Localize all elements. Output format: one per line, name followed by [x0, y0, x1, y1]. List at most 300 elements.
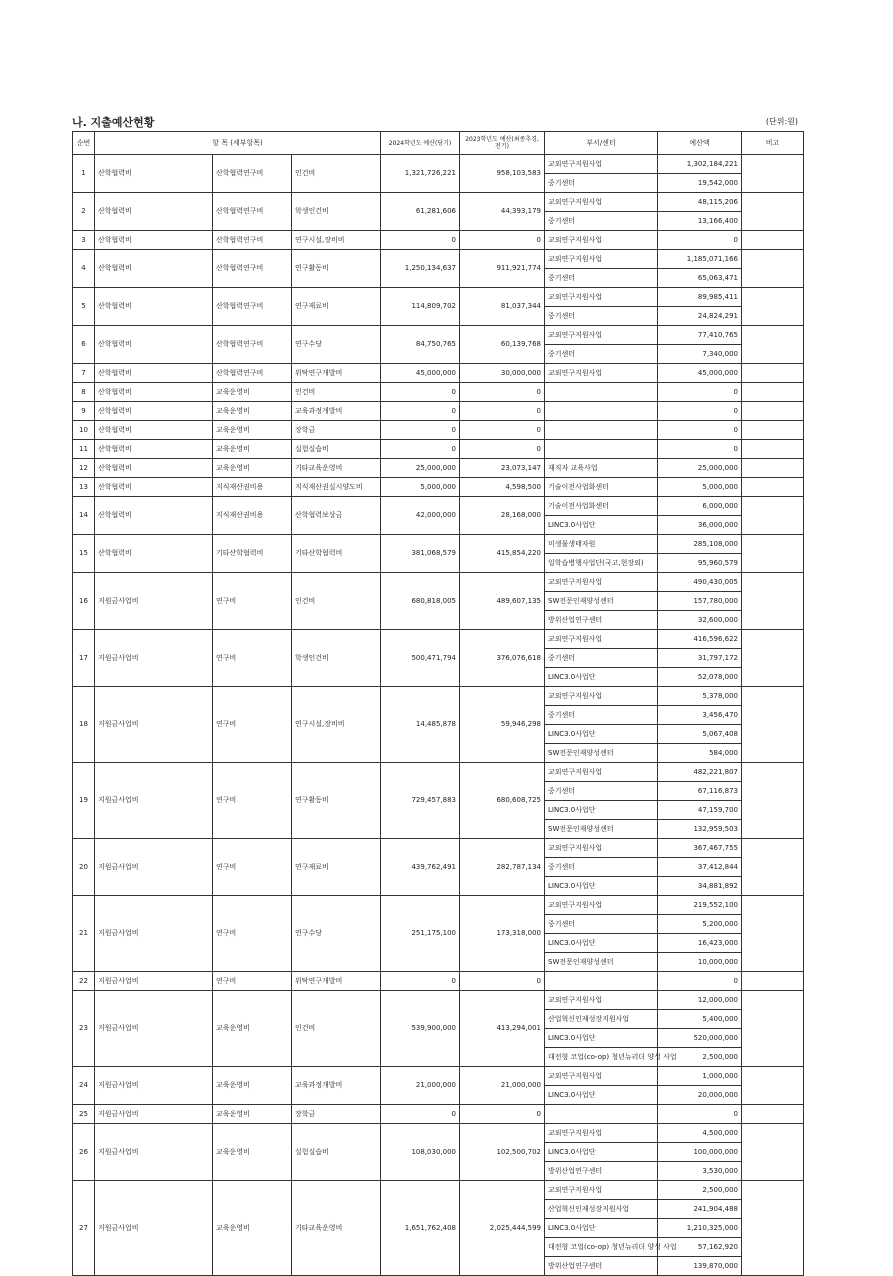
row-budget-2023: 59,946,298: [460, 687, 545, 763]
row-remarks: [742, 687, 804, 763]
row-category: 산학협력비: [95, 478, 213, 497]
row-category: 산학협력비: [95, 231, 213, 250]
row-remarks: [742, 459, 804, 478]
row-amount: 52,078,000: [658, 668, 742, 687]
row-category: 산학협력비: [95, 193, 213, 231]
row-detail-item: 연구수당: [292, 326, 381, 364]
row-seq: 12: [73, 459, 95, 478]
table-row: [73, 497, 804, 516]
row-category: 지원금사업비: [95, 763, 213, 839]
table-row: [73, 478, 804, 497]
row-department: LINC3.0사업단: [545, 668, 658, 687]
row-detail-item: 교육과정개발비: [292, 1067, 381, 1105]
row-amount: 0: [658, 402, 742, 421]
row-subcategory: 교육운영비: [213, 1181, 292, 1276]
row-detail-item: 연구수당: [292, 896, 381, 972]
row-budget-2023: 21,000,000: [460, 1067, 545, 1105]
row-budget-2024: 84,750,765: [381, 326, 460, 364]
table-row: [73, 1105, 804, 1124]
row-budget-2023: 911,921,774: [460, 250, 545, 288]
row-amount: 0: [658, 421, 742, 440]
row-department: 교외연구지원사업: [545, 1124, 658, 1143]
row-amount: 367,467,755: [658, 839, 742, 858]
row-department: 방위산업연구센터: [545, 1257, 658, 1276]
row-remarks: [742, 383, 804, 402]
row-department: LINC3.0사업단: [545, 801, 658, 820]
table-row: [73, 155, 804, 174]
row-department: 교외연구지원사업: [545, 991, 658, 1010]
table-row: [73, 402, 804, 421]
row-category: 지원금사업비: [95, 1067, 213, 1105]
row-department: 교외연구지원사업: [545, 687, 658, 706]
table-header-row: [73, 132, 804, 155]
row-seq: 18: [73, 687, 95, 763]
row-budget-2023: 23,073,147: [460, 459, 545, 478]
unit-label: (단위:원): [765, 117, 798, 126]
row-seq: 27: [73, 1181, 95, 1276]
row-budget-2023: 0: [460, 402, 545, 421]
row-department: [545, 1105, 658, 1124]
row-remarks: [742, 364, 804, 383]
row-detail-item: 인건비: [292, 991, 381, 1067]
row-detail-item: 지식재산권실시양도비: [292, 478, 381, 497]
row-department: [545, 402, 658, 421]
row-remarks: [742, 497, 804, 535]
row-amount: 36,000,000: [658, 516, 742, 535]
row-budget-2023: 0: [460, 440, 545, 459]
row-budget-2024: 0: [381, 231, 460, 250]
row-budget-2023: 0: [460, 231, 545, 250]
row-category: 산학협력비: [95, 364, 213, 383]
table-row: [73, 687, 804, 706]
table-row: [73, 459, 804, 478]
row-budget-2023: 282,787,134: [460, 839, 545, 896]
row-amount: 0: [658, 231, 742, 250]
row-subcategory: 산학협력연구비: [213, 326, 292, 364]
row-budget-2024: 45,000,000: [381, 364, 460, 383]
row-seq: 26: [73, 1124, 95, 1181]
row-seq: 7: [73, 364, 95, 383]
row-budget-2023: 0: [460, 972, 545, 991]
row-department: [545, 972, 658, 991]
row-amount: 7,340,000: [658, 345, 742, 364]
row-department: [545, 421, 658, 440]
row-department: 일학습병행사업단(국고,현장외): [545, 554, 658, 573]
row-seq: 20: [73, 839, 95, 896]
header-remarks: 비고: [742, 132, 804, 155]
row-budget-2024: 42,000,000: [381, 497, 460, 535]
row-category: 지원금사업비: [95, 573, 213, 630]
row-amount: 48,115,206: [658, 193, 742, 212]
row-subcategory: 산학협력연구비: [213, 364, 292, 383]
row-amount: 6,000,000: [658, 497, 742, 516]
table-row: [73, 383, 804, 402]
row-category: 지원금사업비: [95, 896, 213, 972]
row-department: 교외연구지원사업: [545, 630, 658, 649]
row-subcategory: 교육운영비: [213, 383, 292, 402]
row-department: 교외연구지원사업: [545, 231, 658, 250]
row-remarks: [742, 763, 804, 839]
row-category: 지원금사업비: [95, 630, 213, 687]
row-subcategory: 연구비: [213, 896, 292, 972]
row-department: 중기센터: [545, 174, 658, 193]
row-department: 미생물생태자원: [545, 535, 658, 554]
row-amount: 12,000,000: [658, 991, 742, 1010]
row-amount: 24,824,291: [658, 307, 742, 326]
table-row: [73, 440, 804, 459]
row-amount: 4,500,000: [658, 1124, 742, 1143]
row-department: 산업혁신인재성장지원사업: [545, 1010, 658, 1029]
row-amount: 25,000,000: [658, 459, 742, 478]
row-remarks: [742, 573, 804, 630]
row-amount: 67,116,873: [658, 782, 742, 801]
row-seq: 10: [73, 421, 95, 440]
row-budget-2024: 61,281,606: [381, 193, 460, 231]
row-detail-item: 교육과정개발비: [292, 402, 381, 421]
row-budget-2024: 0: [381, 421, 460, 440]
row-department: SW전문인재양성센터: [545, 744, 658, 763]
row-amount: 45,000,000: [658, 364, 742, 383]
row-subcategory: 연구비: [213, 630, 292, 687]
row-detail-item: 장학금: [292, 1105, 381, 1124]
row-amount: 0: [658, 383, 742, 402]
row-budget-2024: 21,000,000: [381, 1067, 460, 1105]
row-amount: 482,221,807: [658, 763, 742, 782]
row-department: 교외연구지원사업: [545, 364, 658, 383]
row-category: 산학협력비: [95, 421, 213, 440]
row-detail-item: 학생인건비: [292, 193, 381, 231]
row-department: 교외연구지원사업: [545, 573, 658, 592]
row-budget-2023: 376,076,618: [460, 630, 545, 687]
row-amount: 3,530,000: [658, 1162, 742, 1181]
row-detail-item: 연구재료비: [292, 288, 381, 326]
row-subcategory: 연구비: [213, 839, 292, 896]
row-detail-item: 실험실습비: [292, 440, 381, 459]
row-category: 산학협력비: [95, 326, 213, 364]
row-department: 교외연구지원사업: [545, 763, 658, 782]
row-seq: 13: [73, 478, 95, 497]
row-remarks: [742, 1124, 804, 1181]
row-remarks: [742, 991, 804, 1067]
row-budget-2023: 44,393,179: [460, 193, 545, 231]
row-seq: 16: [73, 573, 95, 630]
row-detail-item: 인건비: [292, 383, 381, 402]
table-row: [73, 573, 804, 592]
row-subcategory: 교육운영비: [213, 1067, 292, 1105]
row-budget-2024: 5,000,000: [381, 478, 460, 497]
header-budget-2024: 2024학년도 예산(당기): [381, 132, 460, 155]
row-seq: 3: [73, 231, 95, 250]
row-amount: 132,959,503: [658, 820, 742, 839]
row-remarks: [742, 421, 804, 440]
row-budget-2024: 539,900,000: [381, 991, 460, 1067]
row-budget-2024: 0: [381, 1105, 460, 1124]
row-department: 교외연구지원사업: [545, 288, 658, 307]
table-row: [73, 288, 804, 307]
row-budget-2023: 173,318,000: [460, 896, 545, 972]
row-department: 교외연구지원사업: [545, 326, 658, 345]
row-detail-item: 연구재료비: [292, 839, 381, 896]
table-row: [73, 231, 804, 250]
row-department: 중기센터: [545, 915, 658, 934]
header-department: 부서/센터: [545, 132, 658, 155]
row-seq: 6: [73, 326, 95, 364]
row-department: 교외연구지원사업: [545, 155, 658, 174]
row-budget-2023: 30,000,000: [460, 364, 545, 383]
row-subcategory: 연구비: [213, 972, 292, 991]
row-remarks: [742, 1067, 804, 1105]
table-row: [73, 896, 804, 915]
section-title: 나. 지출예산현황: [72, 116, 155, 129]
row-category: 지원금사업비: [95, 1124, 213, 1181]
row-budget-2024: 439,762,491: [381, 839, 460, 896]
row-department: LINC3.0사업단: [545, 934, 658, 953]
row-detail-item: 인건비: [292, 155, 381, 193]
row-budget-2024: 14,485,878: [381, 687, 460, 763]
row-amount: 5,067,408: [658, 725, 742, 744]
row-amount: 57,162,920: [658, 1238, 742, 1257]
row-department: 중기센터: [545, 858, 658, 877]
row-category: 산학협력비: [95, 459, 213, 478]
row-category: 산학협력비: [95, 383, 213, 402]
row-subcategory: 교육운영비: [213, 421, 292, 440]
row-department: 교외연구지원사업: [545, 896, 658, 915]
row-seq: 15: [73, 535, 95, 573]
row-amount: 5,378,000: [658, 687, 742, 706]
row-subcategory: 연구비: [213, 763, 292, 839]
table-row: [73, 991, 804, 1010]
row-amount: 416,596,622: [658, 630, 742, 649]
row-department: 중기센터: [545, 212, 658, 231]
row-category: 산학협력비: [95, 250, 213, 288]
row-budget-2024: 0: [381, 402, 460, 421]
row-budget-2023: 0: [460, 383, 545, 402]
row-department: LINC3.0사업단: [545, 725, 658, 744]
row-subcategory: 교육운영비: [213, 991, 292, 1067]
row-seq: 1: [73, 155, 95, 193]
row-amount: 10,000,000: [658, 953, 742, 972]
row-seq: 2: [73, 193, 95, 231]
row-subcategory: 교육운영비: [213, 1124, 292, 1181]
row-amount: 490,430,005: [658, 573, 742, 592]
row-amount: 20,000,000: [658, 1086, 742, 1105]
row-subcategory: 지식재산권비용: [213, 478, 292, 497]
row-department: 중기센터: [545, 307, 658, 326]
table-row: [73, 1067, 804, 1086]
row-department: 교외연구지원사업: [545, 1067, 658, 1086]
table-row: [73, 972, 804, 991]
table-row: [73, 364, 804, 383]
row-seq: 24: [73, 1067, 95, 1105]
row-amount: 31,797,172: [658, 649, 742, 668]
row-department: 교외연구지원사업: [545, 839, 658, 858]
row-department: 기술이전사업화센터: [545, 497, 658, 516]
table-row: [73, 630, 804, 649]
row-remarks: [742, 231, 804, 250]
row-seq: 4: [73, 250, 95, 288]
row-seq: 23: [73, 991, 95, 1067]
row-category: 산학협력비: [95, 497, 213, 535]
row-remarks: [742, 1105, 804, 1124]
row-remarks: [742, 1181, 804, 1276]
row-department: 재직자 교육사업: [545, 459, 658, 478]
row-subcategory: 산학협력연구비: [213, 288, 292, 326]
row-seq: 11: [73, 440, 95, 459]
row-amount: 5,000,000: [658, 478, 742, 497]
row-amount: 1,185,071,166: [658, 250, 742, 269]
row-seq: 5: [73, 288, 95, 326]
row-budget-2024: 0: [381, 440, 460, 459]
row-department: 방위산업연구센터: [545, 1162, 658, 1181]
row-department: [545, 440, 658, 459]
row-amount: 77,410,765: [658, 326, 742, 345]
row-remarks: [742, 839, 804, 896]
row-budget-2023: 60,139,768: [460, 326, 545, 364]
row-amount: 3,456,470: [658, 706, 742, 725]
row-detail-item: 기타산학협력비: [292, 535, 381, 573]
row-budget-2024: 114,809,702: [381, 288, 460, 326]
row-budget-2024: 381,068,579: [381, 535, 460, 573]
row-amount: 139,870,000: [658, 1257, 742, 1276]
row-detail-item: 산학협력보상금: [292, 497, 381, 535]
row-category: 지원금사업비: [95, 1181, 213, 1276]
row-subcategory: 산학협력연구비: [213, 250, 292, 288]
row-remarks: [742, 326, 804, 364]
row-remarks: [742, 478, 804, 497]
row-remarks: [742, 250, 804, 288]
row-department: SW전문인재양성센터: [545, 820, 658, 839]
row-remarks: [742, 402, 804, 421]
row-budget-2023: 4,598,500: [460, 478, 545, 497]
row-department: LINC3.0사업단: [545, 1086, 658, 1105]
row-remarks: [742, 630, 804, 687]
row-budget-2024: 1,321,726,221: [381, 155, 460, 193]
table-row: [73, 1181, 804, 1200]
row-detail-item: 장학금: [292, 421, 381, 440]
row-department: [545, 383, 658, 402]
row-department: LINC3.0사업단: [545, 877, 658, 896]
row-amount: 13,166,400: [658, 212, 742, 231]
row-amount: 95,960,579: [658, 554, 742, 573]
row-department: 교외연구지원사업: [545, 1181, 658, 1200]
row-amount: 2,500,000: [658, 1181, 742, 1200]
row-amount: 1,000,000: [658, 1067, 742, 1086]
row-department: 중기센터: [545, 706, 658, 725]
row-amount: 1,210,325,000: [658, 1219, 742, 1238]
row-category: 지원금사업비: [95, 1105, 213, 1124]
table-row: [73, 535, 804, 554]
row-budget-2024: 1,250,134,637: [381, 250, 460, 288]
row-department: SW전문인재양성센터: [545, 953, 658, 972]
row-amount: 0: [658, 972, 742, 991]
row-subcategory: 연구비: [213, 573, 292, 630]
row-detail-item: 연구시설,장비비: [292, 231, 381, 250]
row-remarks: [742, 193, 804, 231]
row-budget-2024: 680,818,005: [381, 573, 460, 630]
table-row: [73, 421, 804, 440]
row-budget-2023: 415,854,220: [460, 535, 545, 573]
row-detail-item: 위탁연구개발비: [292, 972, 381, 991]
row-budget-2023: 958,103,583: [460, 155, 545, 193]
row-amount: 16,423,000: [658, 934, 742, 953]
row-subcategory: 산학협력연구비: [213, 231, 292, 250]
row-budget-2024: 108,030,000: [381, 1124, 460, 1181]
row-budget-2023: 0: [460, 421, 545, 440]
row-category: 지원금사업비: [95, 687, 213, 763]
row-amount: 157,780,000: [658, 592, 742, 611]
header-seq: 순번: [73, 132, 95, 155]
row-amount: 32,600,000: [658, 611, 742, 630]
row-department: 대전형 코업(co-op) 청년뉴리더 양성 사업: [545, 1238, 658, 1257]
row-remarks: [742, 972, 804, 991]
row-amount: 285,108,000: [658, 535, 742, 554]
header-budget-2023: 2023학년도 예산(최종추경,전기): [460, 132, 545, 155]
row-department: 기술이전사업화센터: [545, 478, 658, 497]
row-subcategory: 산학협력연구비: [213, 155, 292, 193]
row-amount: 34,881,892: [658, 877, 742, 896]
row-seq: 25: [73, 1105, 95, 1124]
row-category: 산학협력비: [95, 155, 213, 193]
row-department: LINC3.0사업단: [545, 1219, 658, 1238]
row-department: 교외연구지원사업: [545, 250, 658, 269]
row-amount: 520,000,000: [658, 1029, 742, 1048]
row-category: 산학협력비: [95, 535, 213, 573]
row-budget-2024: 1,651,762,408: [381, 1181, 460, 1276]
row-department: 중기센터: [545, 269, 658, 288]
row-department: LINC3.0사업단: [545, 516, 658, 535]
row-amount: 89,985,411: [658, 288, 742, 307]
row-remarks: [742, 535, 804, 573]
row-seq: 8: [73, 383, 95, 402]
row-subcategory: 교육운영비: [213, 402, 292, 421]
row-subcategory: 기타산학협력비: [213, 535, 292, 573]
row-budget-2023: 81,037,344: [460, 288, 545, 326]
row-budget-2024: 25,000,000: [381, 459, 460, 478]
row-budget-2023: 102,500,702: [460, 1124, 545, 1181]
row-remarks: [742, 440, 804, 459]
table-row: [73, 839, 804, 858]
table-row: [73, 250, 804, 269]
row-subcategory: 지식재산권비용: [213, 497, 292, 535]
row-amount: 1,302,184,221: [658, 155, 742, 174]
row-detail-item: 연구시설,장비비: [292, 687, 381, 763]
row-department: LINC3.0사업단: [545, 1029, 658, 1048]
row-department: 중기센터: [545, 649, 658, 668]
row-detail-item: 연구활동비: [292, 763, 381, 839]
table-row: [73, 193, 804, 212]
row-detail-item: 위탁연구개발비: [292, 364, 381, 383]
row-detail-item: 기타교육운영비: [292, 459, 381, 478]
row-department: 방위산업연구센터: [545, 611, 658, 630]
row-seq: 14: [73, 497, 95, 535]
row-amount: 5,400,000: [658, 1010, 742, 1029]
row-budget-2024: 500,471,794: [381, 630, 460, 687]
row-department: 중기센터: [545, 782, 658, 801]
row-budget-2023: 413,294,001: [460, 991, 545, 1067]
row-amount: 584,000: [658, 744, 742, 763]
row-category: 산학협력비: [95, 402, 213, 421]
row-amount: 37,412,844: [658, 858, 742, 877]
row-category: 산학협력비: [95, 288, 213, 326]
row-remarks: [742, 896, 804, 972]
row-budget-2023: 489,607,135: [460, 573, 545, 630]
table-row: [73, 763, 804, 782]
row-category: 지원금사업비: [95, 839, 213, 896]
row-amount: 100,000,000: [658, 1143, 742, 1162]
row-seq: 17: [73, 630, 95, 687]
row-budget-2023: 28,168,000: [460, 497, 545, 535]
row-detail-item: 실험실습비: [292, 1124, 381, 1181]
